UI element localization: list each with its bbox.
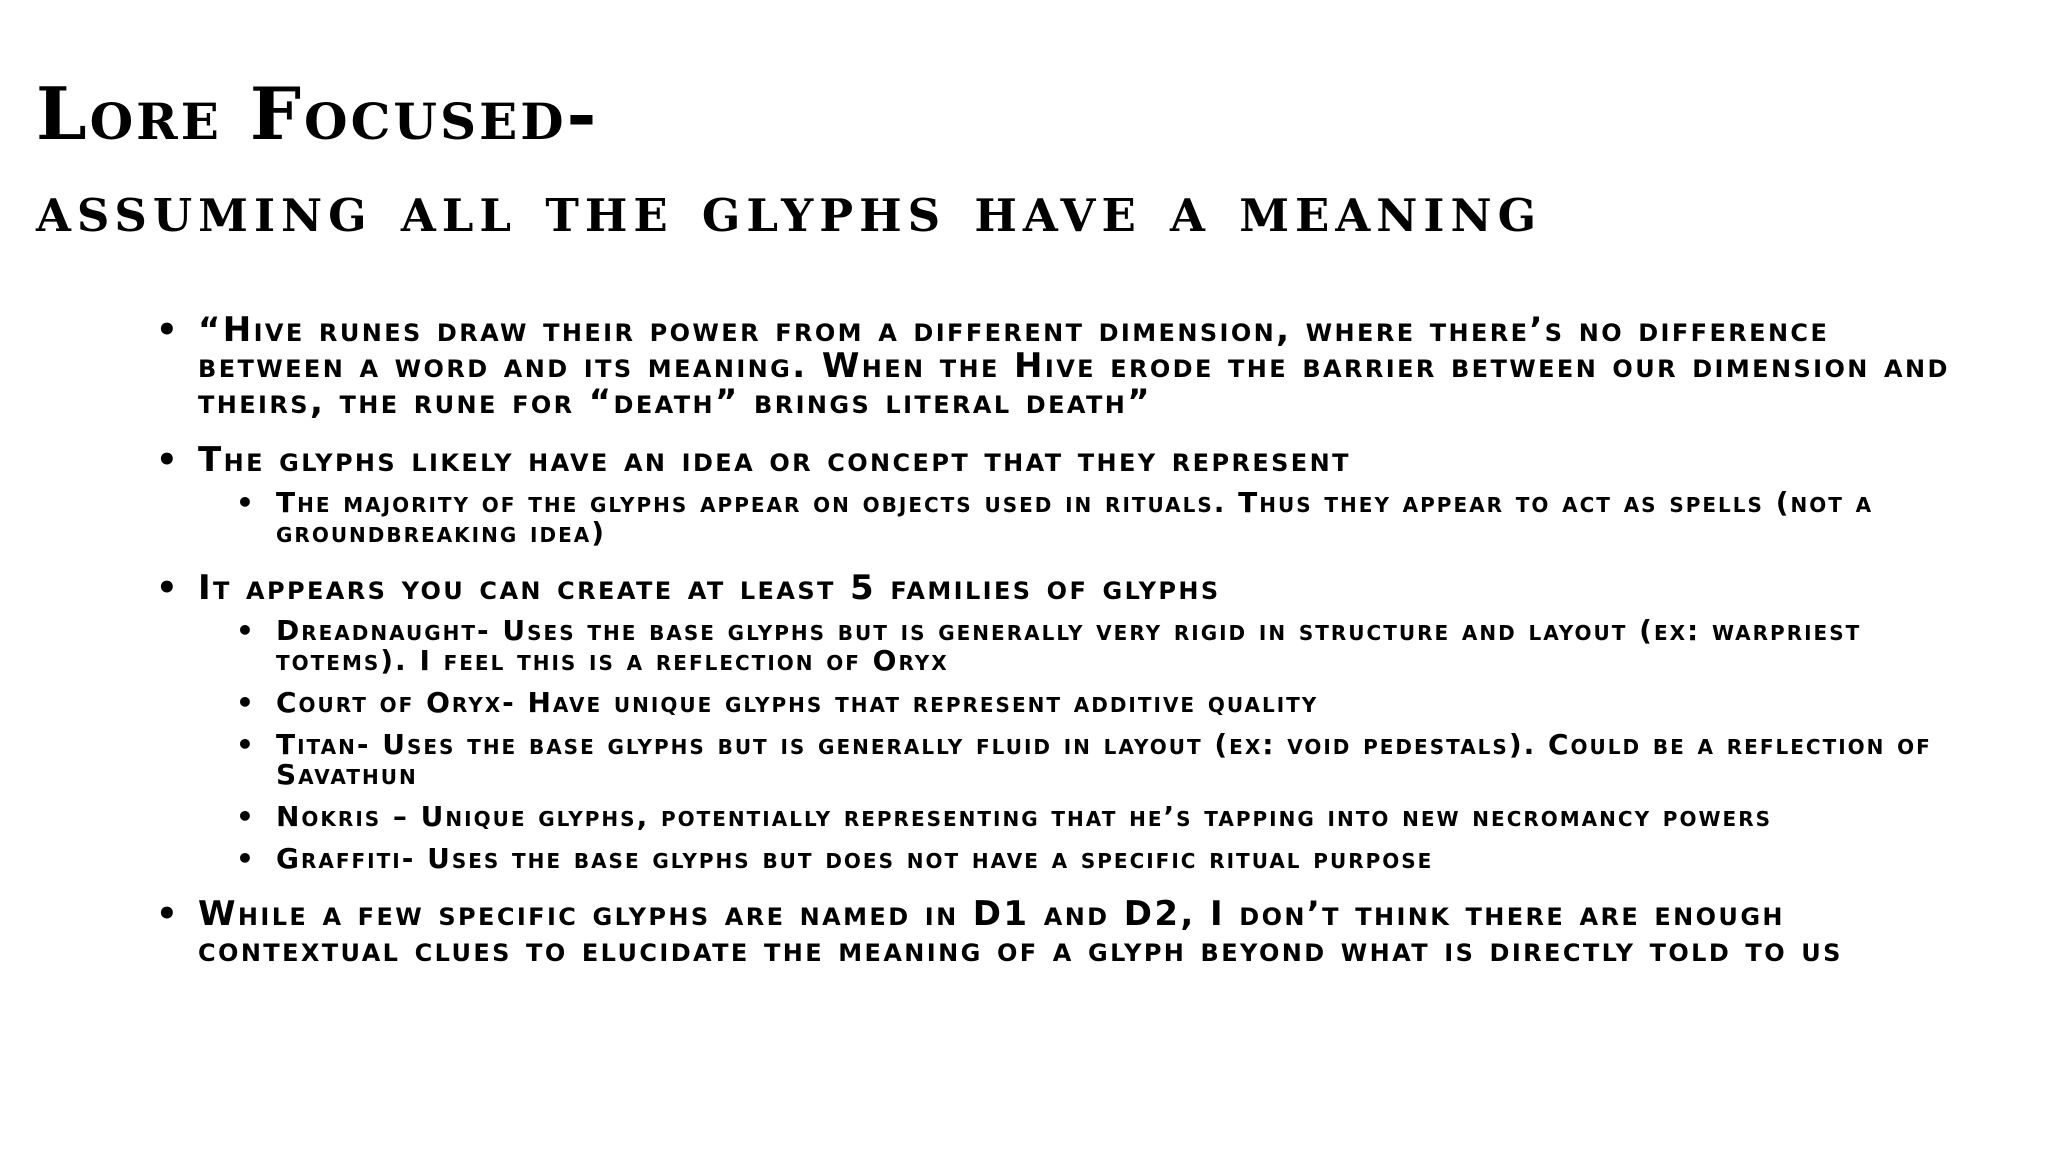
bullet-list [150, 312, 1990, 968]
title-line-1: Lore Focused- [36, 71, 600, 156]
sub-bullet-text: Dreadnaught- Uses the base glyphs but is generally very rigid in structure and layout (ex: warpriest totems). I feel this is a reflection of Oryx [276, 614, 1862, 677]
bullet-text: While a few specific glyphs are named in D1 and D2, I don’t think there are enough contextual clues to elucidate the meaning of a glyph beyond what is directly told to us [198, 894, 1843, 970]
bullet-dot-icon: • [236, 686, 256, 719]
bullet-dot-icon: • [236, 800, 256, 833]
sub-bullet-text: Titan- Uses the base glyphs but is generally fluid in layout (ex: void pedestals). Could be a reflection of Savathun [276, 728, 1932, 791]
bullet-dot-icon: • [236, 486, 256, 519]
bullet-dot-icon: • [236, 728, 256, 761]
sub-bullet-text: Nokris – Unique glyphs, potentially representing that he’s tapping into new necromancy powers [276, 800, 1772, 833]
bullet-text: The glyphs likely have an idea or concept that they represent [198, 440, 1351, 480]
sub-bullet-list [198, 488, 1990, 548]
sub-bullet-text: Graffiti- Uses the base glyphs but does not have a specific ritual purpose [276, 842, 1434, 875]
title-line-2: assuming all the glyphs have a meaning [36, 172, 1543, 247]
bullet-item-2 [150, 442, 1990, 548]
sub-bullet-item [198, 616, 1990, 676]
slide-title [36, 71, 1543, 247]
sub-bullet-item [198, 844, 1990, 874]
sub-bullet-text: The majority of the glyphs appear on objects used in rituals. Thus they appear to act as spells (not a groundbreaking idea) [276, 486, 1874, 549]
bullet-text: It appears you can create at least 5 families of glyphs [198, 568, 1221, 608]
sub-bullet-item [198, 802, 1990, 832]
sub-bullet-list [198, 616, 1990, 874]
bullet-dot-icon: • [156, 894, 181, 934]
bullet-dot-icon: • [236, 842, 256, 875]
bullet-dot-icon: • [156, 568, 181, 608]
bullet-item-4 [150, 896, 1990, 968]
bullet-item-3 [150, 570, 1990, 874]
bullet-dot-icon: • [156, 310, 181, 350]
bullet-item-1 [150, 312, 1990, 420]
slide-content [150, 312, 1990, 990]
bullet-dot-icon: • [236, 614, 256, 647]
sub-bullet-item [198, 488, 1990, 548]
sub-bullet-item [198, 730, 1990, 790]
sub-bullet-text: Court of Oryx- Have unique glyphs that represent additive quality [276, 686, 1319, 719]
bullet-text: “Hive runes draw their power from a different dimension, where there’s no difference between a word and its meaning. When the Hive erode the barrier between our dimension and theirs, the rune for “death” brings literal death” [198, 310, 1950, 422]
sub-bullet-item [198, 688, 1990, 718]
bullet-dot-icon: • [156, 440, 181, 480]
